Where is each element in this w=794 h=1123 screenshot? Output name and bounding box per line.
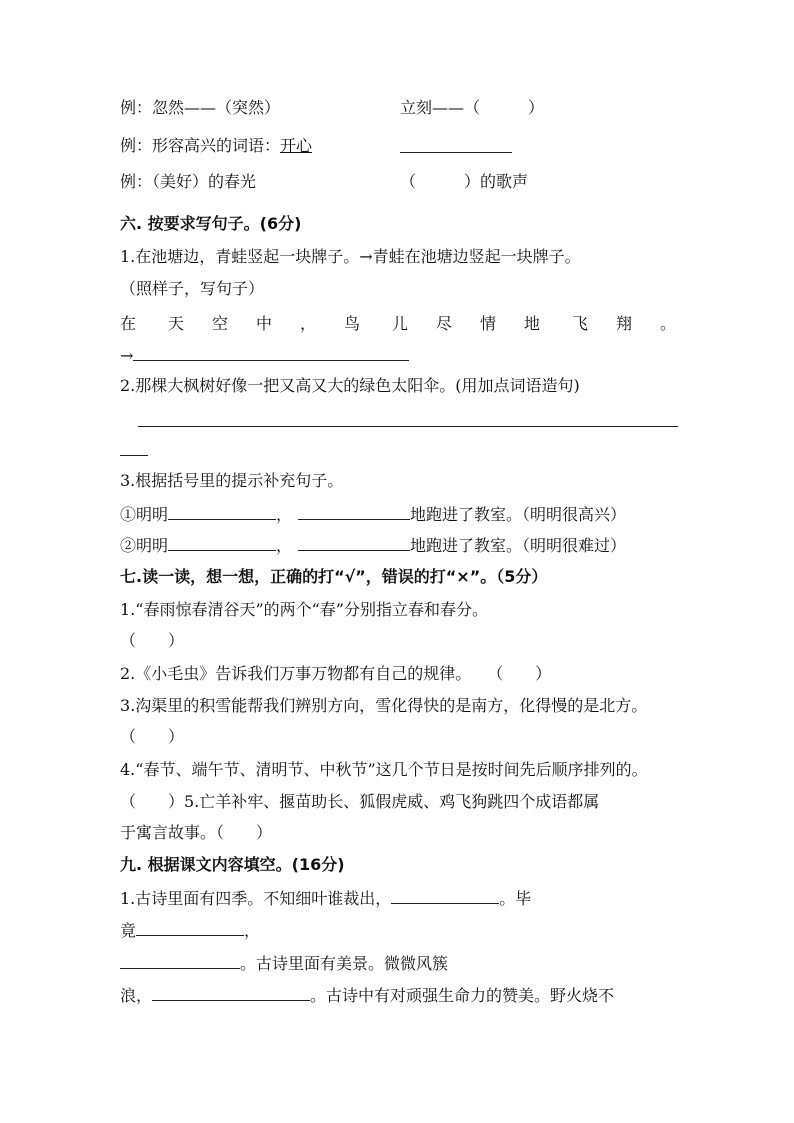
arrow-icon: → [120, 346, 134, 365]
sec6-q1-spaced-sentence [120, 311, 676, 333]
sentence-char: 儿 [392, 314, 409, 333]
example-1-right-text: 立刻——（ ） [400, 98, 545, 117]
q3a-comma: ， [276, 505, 293, 524]
sentence-char: 鸟 [344, 314, 361, 333]
section-6-title: 六. 按要求写句子。(6分) [120, 214, 302, 233]
q3b-suffix: 地跑进了教室。（明明很难过） [410, 536, 627, 555]
sec7-q3: 3.沟渠里的积雪能帮我们辨别方向，雪化得快的是南方，化得慢的是北方。 [120, 696, 648, 715]
sec9-blank-1[interactable] [391, 888, 499, 904]
sec6-q3-b [120, 535, 626, 556]
example-line-3 [120, 172, 256, 192]
q3b-prefix: ②明明 [120, 536, 169, 555]
sec9-q1b-end: ， [244, 921, 261, 940]
sentence-char: 。 [660, 314, 677, 333]
example-1-right [400, 98, 544, 118]
section-7-title: 七.读一读，想一想，正确的打“√”，错误的打“×”。（5分） [120, 567, 548, 586]
sec9-blank-4[interactable] [152, 985, 310, 1001]
example-2-answer-blank[interactable] [400, 152, 512, 153]
sec9-q1b: 竟 [120, 921, 137, 940]
sec7-q4-q5: （ ）5.亡羊补牢、揠苗助长、狐假虎威、鸡飞狗跳四个成语都属 [120, 792, 600, 811]
example-2-prefix: 例：形容高兴的词语： [120, 136, 281, 155]
example-3-right [400, 172, 528, 192]
sec6-q2: 2.那棵大枫树好像一把又高又大的绿色太阳伞。(用加点词语造句) [120, 376, 580, 395]
sentence-char: 翔 [616, 314, 633, 333]
sentence-char: 尽 [436, 314, 453, 333]
q3a-prefix: ①明明 [120, 505, 169, 524]
sec7-q3-paren[interactable]: （ ） [120, 727, 185, 746]
sec6-q2-answer-blank-cont[interactable] [120, 455, 148, 456]
sec6-q3: 3.根据括号里的提示补充句子。 [120, 471, 344, 490]
example-3-right-text: （ ）的歌声 [400, 172, 529, 191]
q3a-suffix: 地跑进了教室。（明明很高兴） [410, 505, 627, 524]
sentence-char: 空 [212, 314, 229, 333]
q3a-blank-1[interactable] [168, 504, 276, 520]
sec9-q1-line1 [120, 888, 531, 909]
sentence-char: 天 [168, 314, 185, 333]
sec7-q4: 4.“春节、端午节、清明节、中秋节”这几个节日是按时间先后顺序排列的。 [120, 760, 648, 779]
q3b-comma: ， [276, 536, 293, 555]
sentence-char: 情 [480, 314, 497, 333]
sec7-q1-paren[interactable]: （ ） [120, 631, 185, 650]
sec9-q1d: 浪， [120, 986, 153, 1005]
sec7-q1: 1.“春雨惊春清谷天”的两个“春”分别指立春和春分。 [120, 600, 488, 619]
sec6-q3-a [120, 504, 626, 525]
sec9-q1c-end: 。古诗里面有美景。微微风簇 [240, 954, 449, 973]
sec9-blank-2[interactable] [136, 920, 244, 936]
sec7-q5-end: 于寓言故事。（ ） [120, 823, 273, 842]
sentence-char: 在 [120, 314, 137, 333]
example-1-left: 例：忽然——（突然） [120, 98, 281, 117]
sec9-q1d-end: 。古诗中有对顽强生命力的赞美。野火烧不 [310, 986, 615, 1005]
sec6-q1-answer-blank[interactable] [133, 345, 409, 361]
example-2-word: 开心 [280, 136, 313, 155]
sec6-q1-answer-line [120, 345, 409, 366]
sec7-q2: 2.《小毛虫》告诉我们万事万物都有自己的规律。 （ ） [120, 664, 552, 683]
sec9-q1a-end: 。毕 [499, 889, 532, 908]
example-line-1 [120, 98, 280, 118]
q3b-blank-1[interactable] [168, 535, 276, 551]
section-9-title: 九. 根据课文内容填空。(16分) [120, 855, 345, 874]
sec9-q1-line3 [120, 953, 448, 974]
sentence-char: 飞 [572, 314, 589, 333]
q3a-blank-2[interactable] [298, 504, 410, 520]
sec9-q1a: 1.古诗里面有四季。不知细叶谁裁出， [120, 889, 392, 908]
sentence-char: 中 [256, 314, 273, 333]
sentence-char: 地 [524, 314, 541, 333]
sentence-char: ， [300, 314, 317, 333]
sec6-q1-line2: （照样子，写句子） [120, 279, 265, 298]
sec6-q1-line1: 1.在池塘边，青蛙竖起一块牌子。→青蛙在池塘边竖起一块牌子。 [120, 247, 581, 266]
sec9-blank-3[interactable] [120, 953, 240, 969]
sec9-q1-line2 [120, 920, 260, 941]
example-line-2 [120, 136, 312, 156]
q3b-blank-2[interactable] [298, 535, 410, 551]
sec6-q2-answer-blank[interactable] [138, 426, 678, 427]
sec9-q1-line4 [120, 985, 614, 1006]
example-3-left: 例：（美好）的春光 [120, 172, 257, 191]
